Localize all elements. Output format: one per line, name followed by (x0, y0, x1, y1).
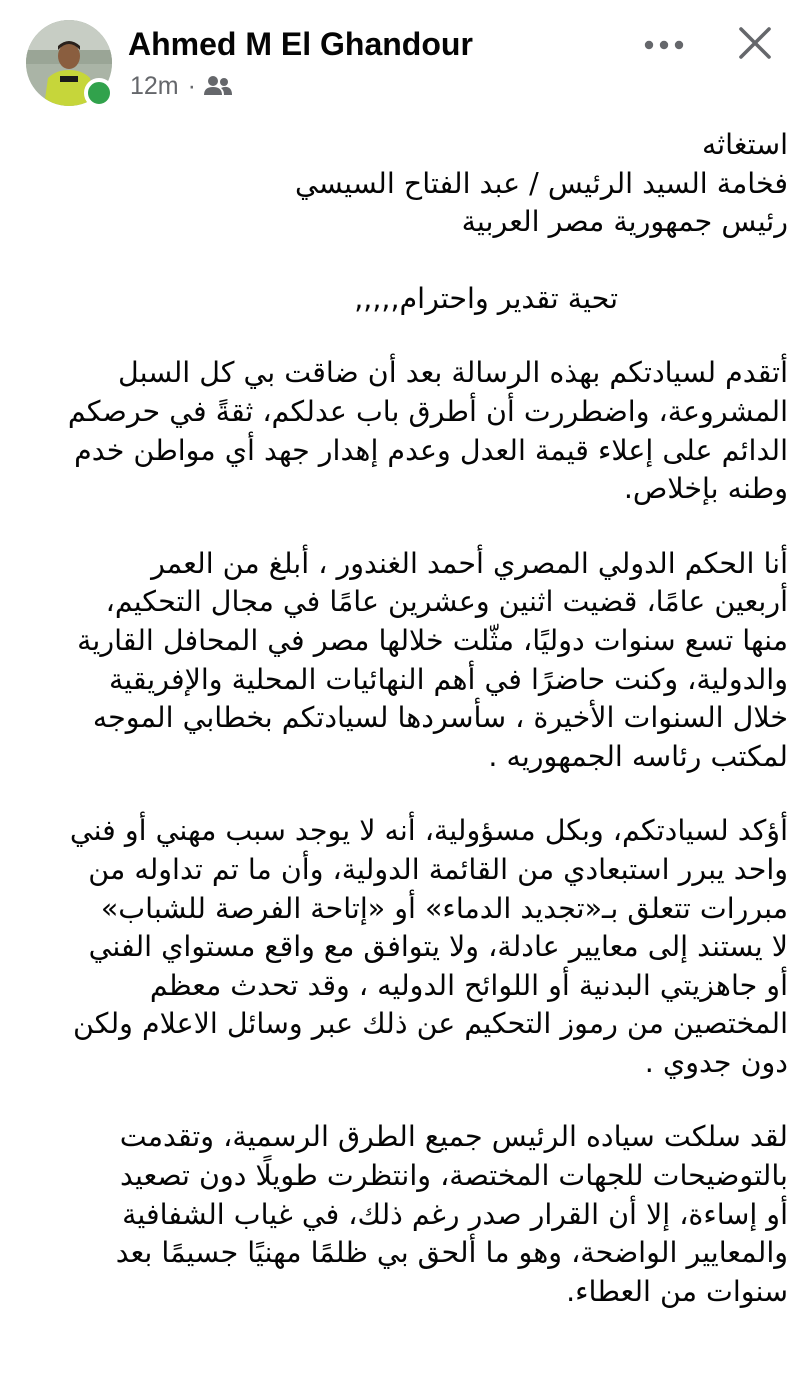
post-paragraph-greeting: تحية تقدير واحترام,,,,, (354, 281, 618, 315)
close-icon (738, 26, 772, 60)
close-button[interactable] (734, 22, 776, 64)
post-text (28, 126, 788, 1311)
more-dots-icon (644, 40, 684, 50)
meta-separator: · (187, 71, 196, 100)
post-meta (130, 70, 232, 102)
more-options-button[interactable] (638, 28, 690, 62)
friends-icon[interactable] (204, 75, 232, 97)
post-paragraph-addressee: استغاثه فخامة السيد الرئيس / عبد الفتاح السيسي رئيس جمهورية مصر العربية (294, 128, 788, 239)
post-paragraph-appeal: لقد سلكت سياده الرئيس جميع الطرق الرسمية، وتقدمت بالتوضيحات للجهات المختصة، وانتظرت طويلًا دون تصعيد أو إساءة، إلا أن القرار صدر رغم ذلك، في غياب الشفافية والمعايير الواضحة، وهو ما ألحق بي ظلمًا مهنيًا جسيمًا بعد سنوات من العطاء. (115, 1120, 788, 1308)
post-paragraph-intro: أتقدم لسيادتكم بهذه الرسالة بعد أن ضاقت بي كل السبل المشروعة، واضطررت أن أطرق باب عدلكم، ثقةً في حرصكم الدائم على إعلاء قيمة العدل وعدم إهدار جهد أي مواطن خدم وطنه بإخلاص. (67, 356, 788, 506)
online-status-dot (84, 78, 114, 108)
post-paragraph-assertion: أؤكد لسيادتكم، وبكل مسؤولية، أنه لا يوجد سبب مهني أو فني واحد يبرر استبعادي من القائمة الدولية، وأن ما تم تداوله من مبررات تتعلق بـ«تجديد الدماء» أو «إتاحة الفرصة للشباب» لا يستند إلى معايير عادلة، ولا يتوافق مع واقع مستواي الفني أو جاهزيتي البدنية أو اللوائح الدوليه ، وقد تحدث معظم المختصين من رموز التحكيم عن ذلك عبر وسائل الاعلام ولكن دون جدوي . (69, 814, 788, 1079)
post-paragraph-background: أنا الحكم الدولي المصري أحمد الغندور ، أبلغ من العمر أربعين عامًا، قضيت اثنين وعشرين عامًا في مجال التحكيم، منها تسع سنوات دوليًا، مثّلت خلالها مصر في المحافل القارية والدولية، وكنت حاضرًا في أهم النهائيات المحلية والإفريقية خلال السنوات الأخيرة ، سأسردها لسيادتكم بخطابي الموجه لمكتب رئاسه الجمهوريه . (77, 546, 788, 773)
post-header (0, 0, 802, 112)
author-name[interactable]: Ahmed M El Ghandour (128, 26, 473, 62)
post-timestamp[interactable]: 12m (130, 71, 179, 100)
